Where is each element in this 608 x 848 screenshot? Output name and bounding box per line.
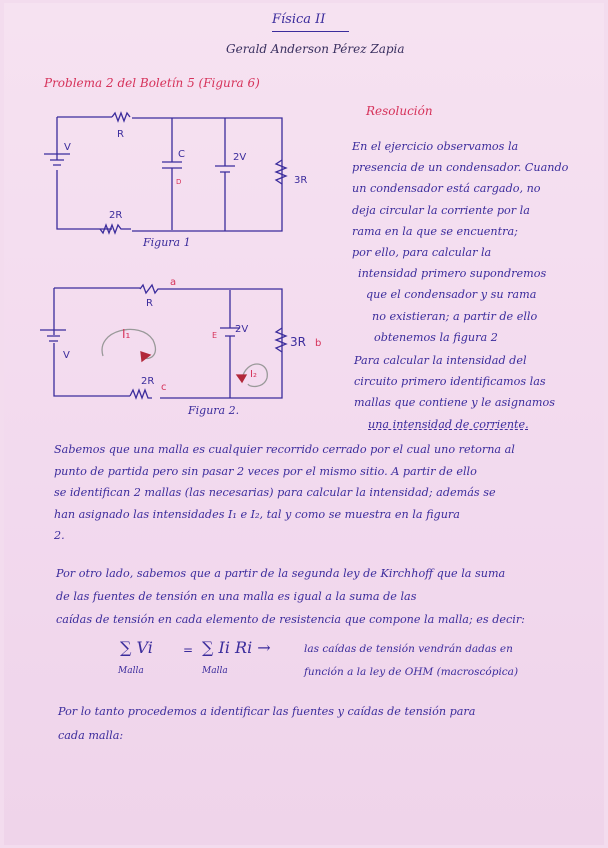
- capacitor-c: [162, 118, 182, 230]
- label-i1: I₁: [122, 327, 131, 341]
- paragraph-conclusion: [58, 700, 475, 748]
- label-2v-fig1: 2V: [233, 152, 247, 163]
- author-name: Gerald Anderson Pérez Zapia: [226, 42, 405, 56]
- problem-heading: Problema 2 del Boletín 5 (Figura 6): [44, 76, 260, 90]
- label-c: C: [178, 149, 185, 160]
- label-3r-fig1: 3R: [294, 175, 308, 186]
- resistor-r-fig1: [112, 113, 130, 121]
- text-line: han asignado las intensidades I₁ e I₂, tal y como se muestra en la figura: [54, 507, 460, 521]
- formula-rhs-subscript: Malla: [202, 666, 228, 676]
- label-cap-mark: D: [176, 178, 182, 186]
- text-line: En el ejercicio observamos la: [352, 140, 519, 153]
- formula-equals: =: [183, 643, 194, 657]
- text-line: mallas que contiene y le asignamos: [354, 396, 555, 410]
- label-2r-fig1: 2R: [109, 210, 123, 221]
- label-node-b: b: [315, 338, 322, 349]
- page-title: Física II: [272, 12, 349, 32]
- resistor-3r-fig1: [276, 160, 286, 184]
- label-node-e: E: [212, 331, 218, 340]
- text-line: una intensidad de corriente.: [368, 417, 529, 431]
- text-line: un condensador está cargado, no: [352, 182, 541, 196]
- label-node-a: a: [170, 277, 177, 288]
- label-3r-fig2: 3R: [290, 335, 306, 349]
- text-line: por ello, para calcular la: [352, 246, 492, 260]
- text-line: intensidad primero supondremos: [358, 267, 547, 281]
- resistor-2r-fig1: [100, 225, 131, 233]
- label-2r-fig2: 2R: [141, 376, 155, 387]
- label-node-c: c: [161, 382, 167, 393]
- text-line: Por lo tanto procedemos a identificar las fuentes y caídas de tensión para: [58, 705, 476, 718]
- figure-1-caption: Figura 1: [143, 236, 191, 249]
- label-2v-fig2: 2V: [235, 324, 249, 335]
- text-line: de las fuentes de tensión en una malla es igual a la suma de las: [56, 590, 417, 603]
- text-line: se identifican 2 mallas (las necesarias) para calcular la intensidad; además se: [54, 486, 496, 499]
- label-v-fig2: V: [63, 350, 70, 361]
- text-line: presencia de un condensador. Cuando: [352, 161, 569, 175]
- label-r-fig1: R: [117, 129, 124, 140]
- resolution-heading: Resolución: [366, 104, 433, 118]
- figure-2-caption: Figura 2.: [188, 404, 240, 417]
- text-line: Sabemos que una malla es cualquier recorrido cerrado por el cual uno retorna al: [54, 443, 515, 456]
- paragraph-mallas: [54, 439, 515, 547]
- paragraph-kirchhoff: [56, 562, 525, 631]
- formula-rhs: ∑ Ii Ri →: [202, 638, 271, 657]
- battery-v-fig2: [40, 330, 66, 341]
- text-line: punto de partida pero sin pasar 2 veces por el mismo sitio. A partir de ello: [54, 464, 477, 478]
- text-line: Por otro lado, sabemos que a partir de la segunda ley de Kirchhoff que la suma: [56, 567, 506, 580]
- text-line: que el condensador y su rama: [366, 288, 537, 302]
- figure-1-circuit: [44, 113, 286, 233]
- formula-note: [304, 638, 518, 684]
- text-line: función a la ley de OHM (macroscópica): [304, 666, 519, 678]
- resistor-3r-fig2: [276, 328, 286, 352]
- text-line: las caídas de tensión vendrán dadas en: [304, 643, 513, 655]
- label-i2: I₂: [250, 369, 257, 380]
- resistor-r-fig2: [140, 285, 160, 293]
- text-line: cada malla:: [58, 729, 124, 742]
- text-line: obtenemos la figura 2: [374, 330, 498, 344]
- text-line: deja circular la corriente por la: [352, 203, 530, 217]
- text-line: caídas de tensión en cada elemento de resistencia que compone la malla; es decir:: [56, 613, 525, 626]
- text-line: 2.: [54, 529, 65, 542]
- text-line: circuito primero identificamos las: [354, 375, 546, 389]
- label-r-fig2: R: [146, 298, 153, 309]
- text-line: rama en la que se encuentra;: [352, 224, 518, 238]
- text-line: Para calcular la intensidad del: [354, 354, 527, 367]
- formula-lhs-subscript: Malla: [118, 666, 144, 676]
- label-v-fig1: V: [64, 142, 71, 153]
- text-line: no existieran; a partir de ello: [372, 309, 538, 323]
- resistor-2r-fig2: [130, 390, 152, 398]
- battery-2v-fig1: [215, 118, 235, 231]
- formula-lhs: ∑ Vi: [120, 638, 153, 657]
